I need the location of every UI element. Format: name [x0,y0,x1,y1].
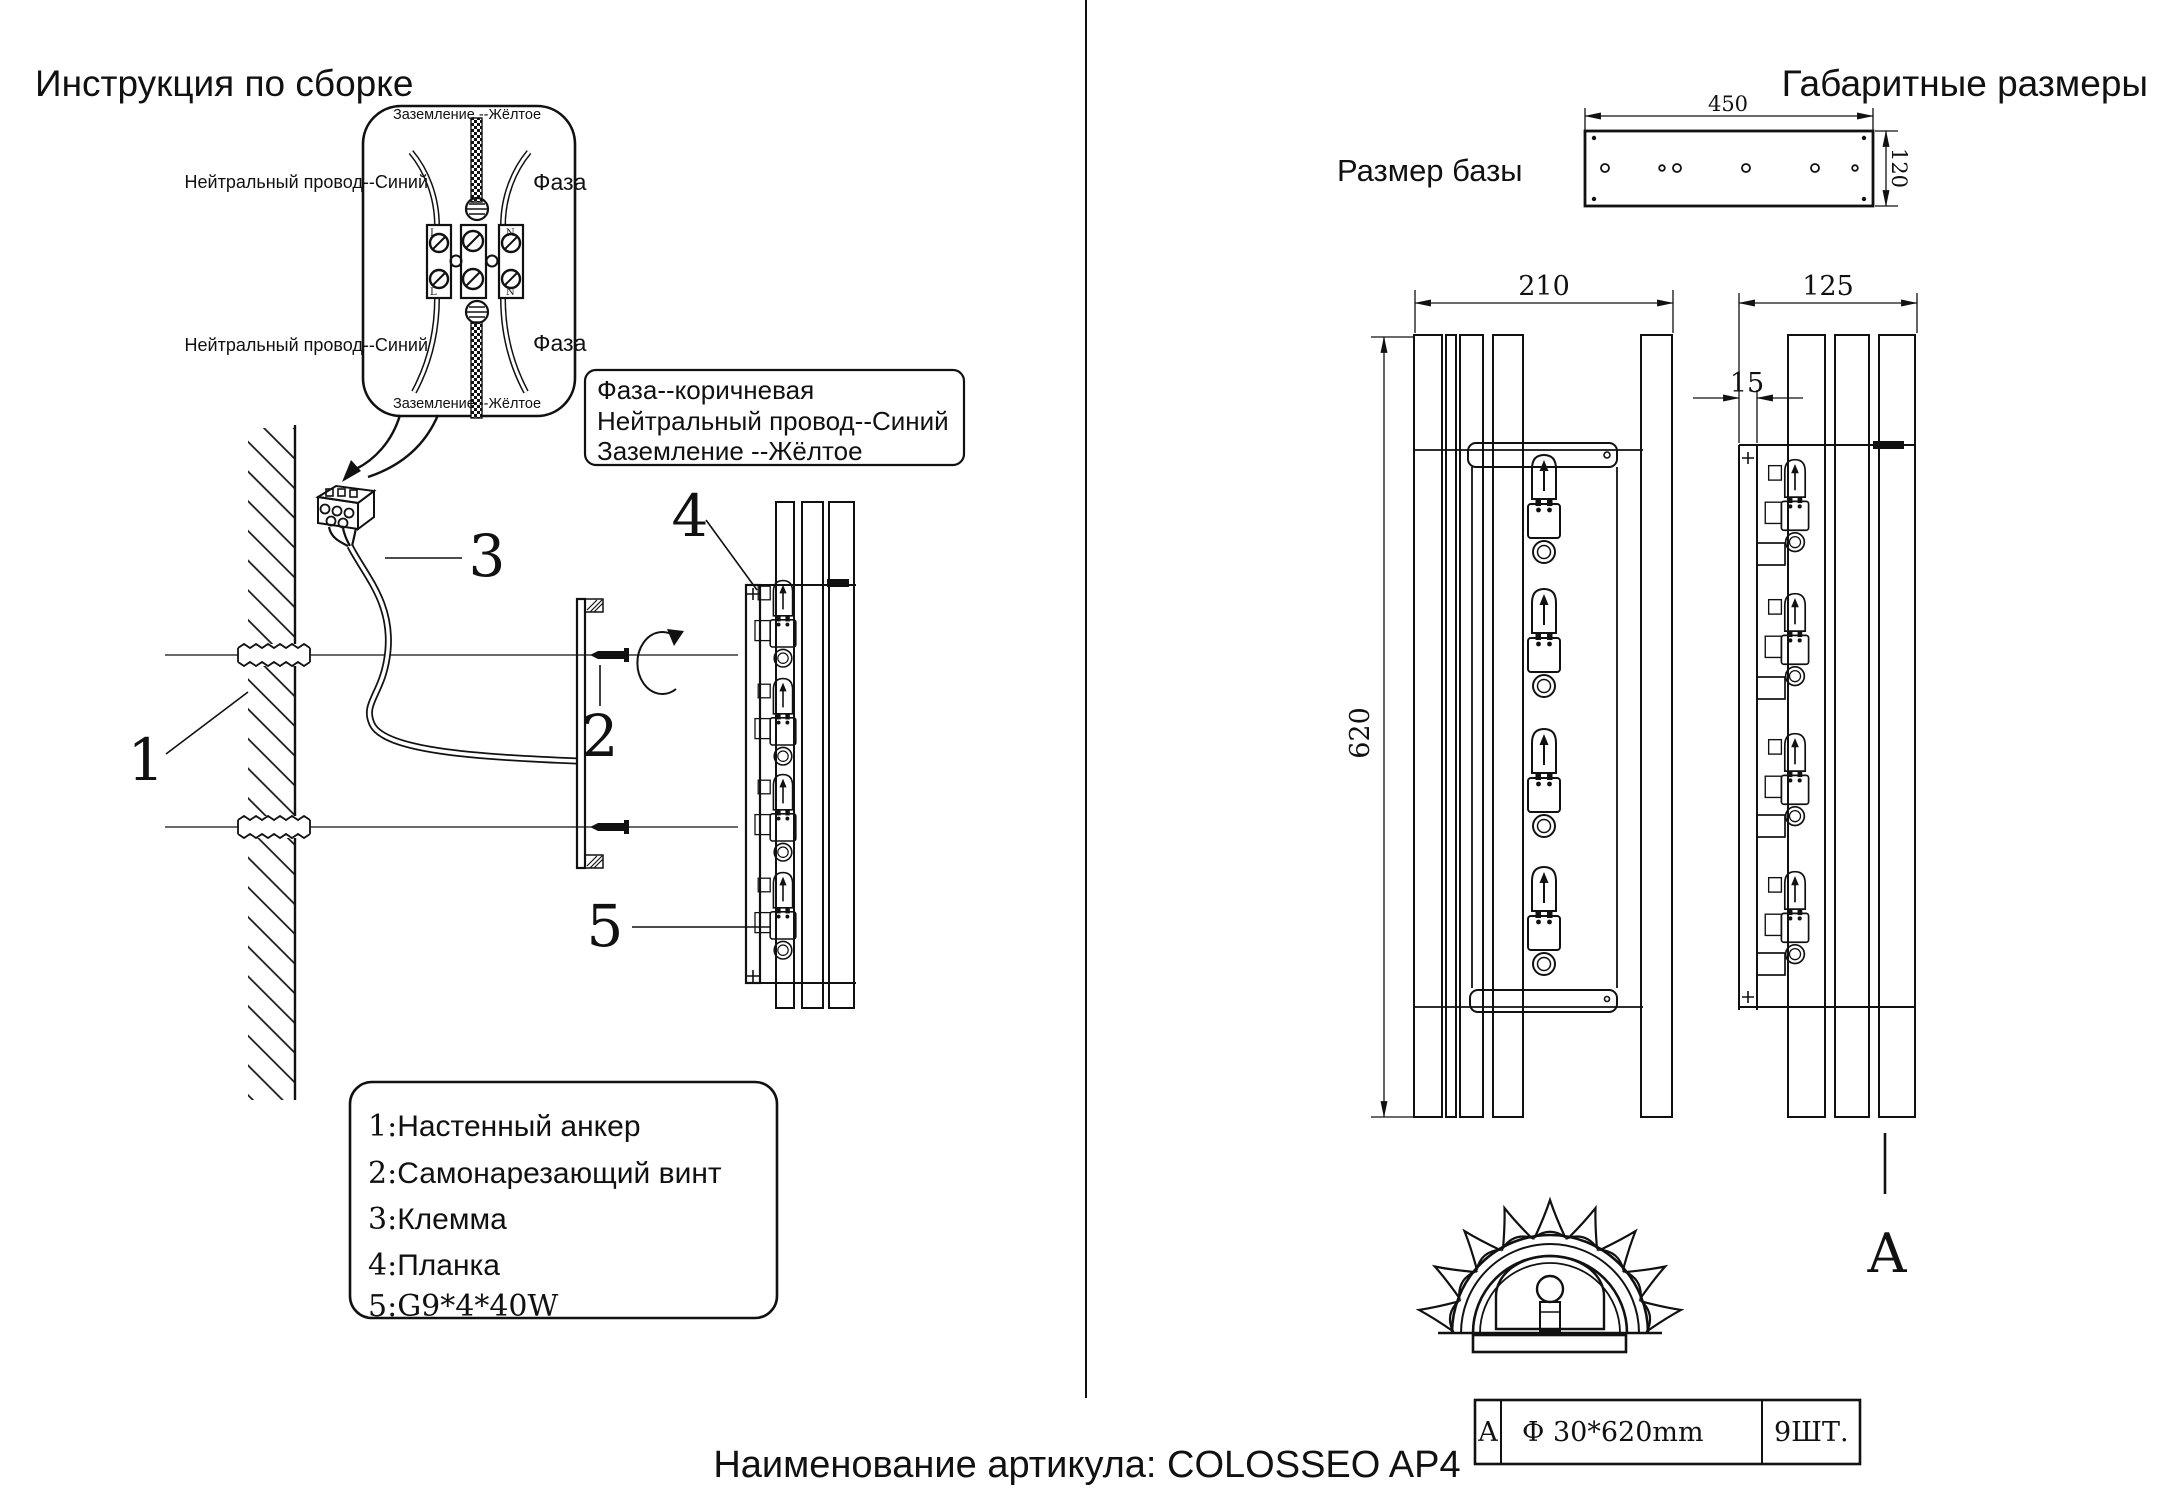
ground-bottom-label: Заземление --Жёлтое [392,396,542,412]
table-size-cell: Ф 30*620mm [1522,1417,1704,1448]
parts-legend-item-3: 3:Клемма [368,1202,507,1237]
front-tube-2 [1446,335,1456,1117]
part-label-2: 2 [581,702,619,770]
planka-cross-marks [747,588,759,982]
side-bulb-2 [1765,594,1808,686]
terminal-connector [318,486,374,546]
parts-legend-item-4: 4:Планка [368,1248,500,1283]
part-label-5: 5 [586,892,624,960]
dim-210 [1415,271,1673,333]
wall-hatching [248,428,295,1100]
terminal-letter-L-top: L [430,228,437,239]
side-bulb-1 [1765,460,1808,552]
assembly-panel [35,63,964,1324]
part-label-4: 4 [671,482,709,550]
page-title-right: Габаритные размеры [1781,63,2148,104]
parts-legend-item-2: 2:Самонарезающий винт [368,1156,722,1191]
inner-shade [1496,1256,1604,1329]
finial-stem [1540,1302,1560,1331]
callout-tail [342,415,438,482]
svg-text:15: 15 [1729,368,1765,399]
article-caption: Наименование артикула: COLOSSEO AP4 [713,1444,1461,1486]
phase-top-label: Фаза [533,169,587,195]
screw-bottom [590,820,629,834]
side-bulb-3 [1765,734,1808,826]
svg-text:120: 120 [1887,147,1911,189]
wiring-callout [185,106,587,482]
front-bulb-3 [1528,729,1560,837]
color-legend-line2: Нейтральный провод--Синий [597,406,949,436]
dim-120 [1875,131,1911,206]
phase-bottom-label: Фаза [533,330,587,356]
dimensions-panel [1337,63,2148,1464]
svg-text:125: 125 [1802,271,1854,302]
side-view [1693,271,1917,1285]
side-bulb-4 [1765,872,1808,964]
screw-top [590,648,629,662]
detail-marker-letter: A [1867,1222,1907,1285]
neutral-top-label: Нейтральный провод--Синий [184,172,428,192]
color-legend-line1: Фаза--коричневая [597,375,815,405]
base-plate-view [1337,92,1911,206]
wall-anchor-top [238,644,310,666]
plate-screw-head-bottom [585,855,603,868]
lamp-top-view [1416,1200,1683,1352]
dim-620 [1345,337,1414,1117]
front-bulb-4 [1528,867,1560,975]
ground-top-label: Заземление --Жёлтое [392,107,542,123]
part-label-3: 3 [468,522,506,590]
glass-tube-2 [802,502,823,1008]
front-bulb-2 [1528,589,1560,697]
dim-15 [1693,368,1803,443]
front-tube-4 [1493,335,1523,1117]
parts-legend-item-5: 5:G9*4*40W [368,1289,559,1324]
ground-wire-top [471,118,482,202]
callout-arrowhead [342,460,361,482]
wall-anchor-bottom [238,816,310,838]
dim-125 [1739,271,1917,390]
clamp-screw-bottom [466,301,488,323]
neutral-bottom-label: Нейтральный провод--Синий [184,335,428,355]
tube-clip [827,579,849,587]
plate-screw-head-top [585,599,603,612]
terminal-block [427,225,523,298]
side-tube-1 [1788,335,1825,1117]
parts-legend-box [350,1082,777,1324]
glass-tube-3 [829,502,854,1008]
side-tube-clip [1873,441,1904,449]
table-ref-cell: A [1478,1417,1498,1448]
phase-neutral-wires [411,152,529,392]
front-view [1345,271,1673,1117]
svg-text:450: 450 [1707,92,1749,116]
side-tube-2 [1835,335,1869,1117]
svg-text:620: 620 [1345,707,1376,759]
lamp-side-assembly [746,502,856,1008]
detail-table [1475,1400,1860,1464]
front-tube-5 [1641,335,1672,1117]
part-callouts [128,482,770,960]
front-bulb-1 [1528,455,1560,563]
parts-legend-item-1: 1:Настенный анкер [368,1109,641,1144]
base-size-label: Размер базы [1337,153,1523,188]
svg-text:210: 210 [1518,271,1570,302]
table-qty-cell: 9ШТ. [1774,1417,1849,1448]
page-title-left: Инструкция по сборке [35,63,414,104]
wall-section [248,425,295,1100]
side-cross-marks [1742,452,1754,1003]
color-legend-box [585,370,964,466]
part-label-1: 1 [127,726,165,794]
power-cable [350,546,577,761]
front-tube-1 [1414,335,1442,1117]
finial-ball [1537,1276,1563,1302]
ornament-base [1473,1335,1626,1352]
terminal-letter-N-bottom: N [506,287,515,298]
color-legend-line3: Заземление --Жёлтое [597,436,863,466]
terminal-letter-L-bottom: L [430,287,437,298]
terminal-letter-N-top: N [506,228,515,239]
side-tube-3 [1879,335,1915,1117]
rotation-arrow [637,629,684,694]
